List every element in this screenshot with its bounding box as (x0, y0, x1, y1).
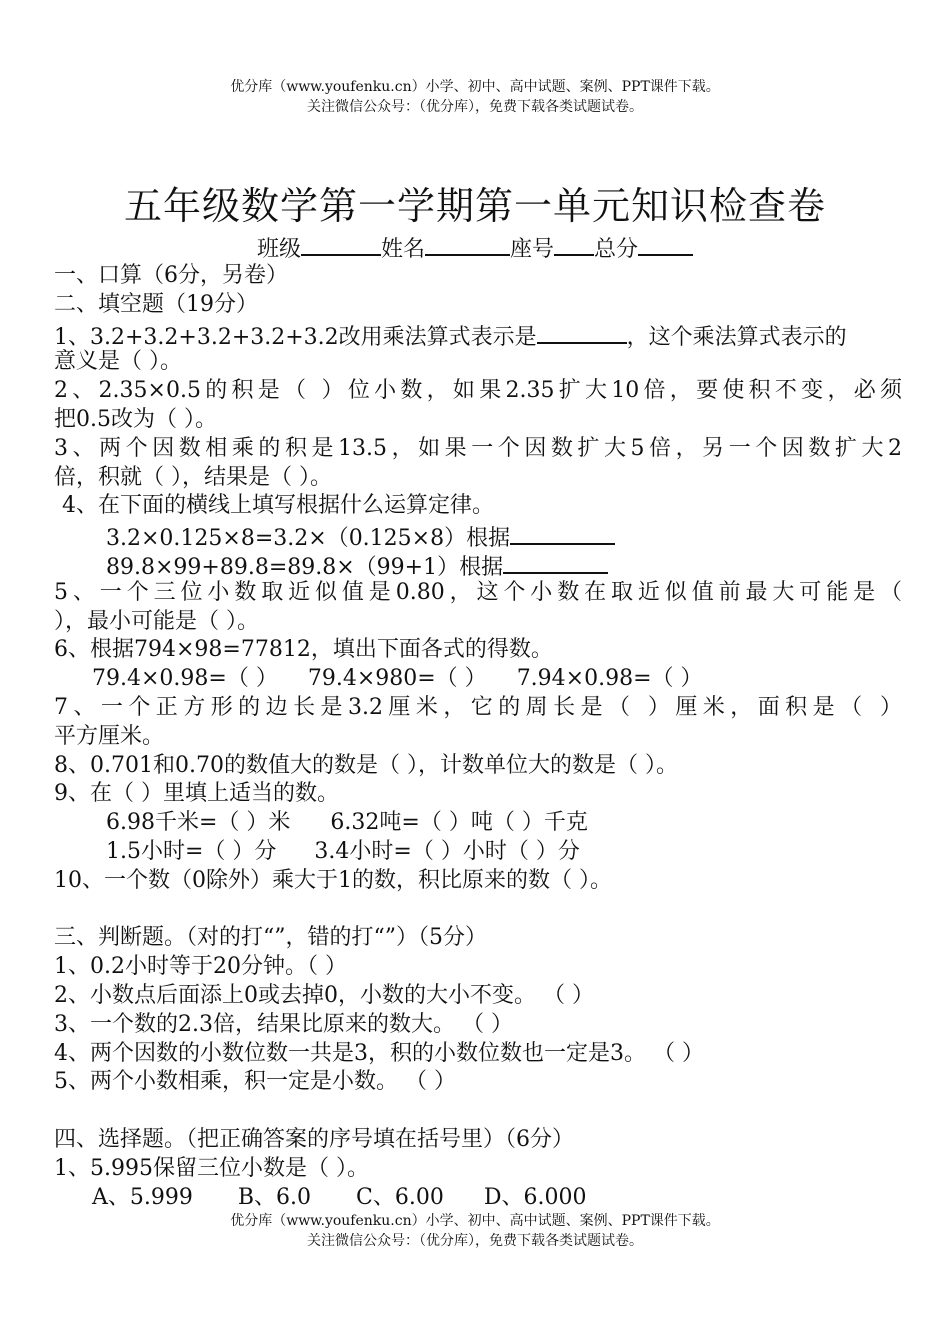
score-blank[interactable] (638, 232, 693, 256)
question-text: 79.4×980=（ ） (307, 666, 487, 692)
question-2-3: 3、两个因数相乘的积是13.5，如果一个因数扩大5倍，另一个因数扩大2 (54, 435, 902, 461)
option-c: C、6.00 (356, 1184, 444, 1210)
question-2-9: 9、在（ ）里填上适当的数。 (54, 781, 339, 807)
option-d: D、6.000 (483, 1184, 587, 1210)
student-info-line (0, 232, 950, 265)
question-text: 79.4×0.98=（ ） (92, 666, 278, 692)
question-2-3-cont: 倍，积就（ ），结果是（ ）。 (54, 464, 332, 490)
question-4-1: 1、5.995保留三位小数是（ ）。 (54, 1155, 369, 1181)
question-2-7-cont: 平方厘米。 (54, 723, 165, 749)
spacer (54, 896, 902, 925)
score-label: 总分 (594, 237, 639, 262)
question-text: ，这个乘法算式表示的 (626, 324, 847, 350)
question-2-9b (54, 838, 902, 867)
worksheet-body (54, 262, 902, 1212)
seat-blank[interactable] (554, 232, 594, 256)
question-2-4b (54, 550, 902, 579)
question-text: 7.94×0.98=（ ） (516, 666, 703, 692)
section-1-heading: 一、口算（6分，另卷） (54, 263, 288, 288)
question-2-5: 5、一个三位小数取近似值是0.80，这个小数在取近似值前最大可能是（ (54, 579, 902, 605)
question-2-6-items (54, 665, 902, 694)
question-3-4: 4、两个因数的小数位数一共是3，积的小数位数也一定是3。 （ ） (54, 1040, 704, 1066)
class-label: 班级 (256, 237, 301, 262)
question-text: 1.5小时=（ ）分 (106, 838, 277, 864)
question-2-7: 7、一个正方形的边长是3.2厘米，它的周长是（ ）厘米，面积是（ ） (54, 694, 902, 720)
question-2-1-cont: 意义是（ ）。 (54, 349, 182, 375)
option-a: A、5.999 (92, 1184, 193, 1210)
question-2-4: 4、在下面的横线上填写根据什么运算定律。 (62, 493, 494, 519)
question-text: 3.4小时=（ ）小时（ ）分 (314, 838, 580, 864)
answer-blank[interactable] (510, 521, 615, 545)
question-2-9a (54, 809, 902, 838)
question-3-3: 3、一个数的2.3倍，结果比原来的数大。 （ ） (54, 1011, 513, 1037)
question-4-1-options (54, 1184, 902, 1213)
class-blank[interactable] (301, 232, 381, 256)
spacer (54, 1097, 902, 1126)
answer-blank[interactable] (503, 550, 608, 574)
section-4-heading: 四、选择题。（把正确答案的序号填在括号里）（6分） (54, 1126, 574, 1152)
name-label: 姓名 (380, 237, 425, 262)
page-header (0, 77, 950, 117)
footer-line-2: 关注微信公众号：（优分库），免费下载各类试题试卷。 (307, 1233, 643, 1249)
question-3-1: 1、0.2小时等于20分钟。（ ） (54, 954, 347, 980)
question-2-5-cont: ），最小可能是（ ）。 (54, 608, 259, 634)
option-b: B、6.0 (237, 1184, 312, 1210)
question-text: 6.32吨=（ ）吨（ ）千克 (330, 810, 588, 836)
section-2-heading: 二、填空题（19分） (54, 291, 258, 317)
name-blank[interactable] (425, 232, 510, 256)
question-text: 6.98千米=（ ）米 (106, 810, 291, 836)
page-title: 五年级数学第一学期第一单元知识检查卷 (123, 184, 826, 228)
question-3-2: 2、小数点后面添上0或去掉0，小数的大小不变。 （ ） (54, 982, 594, 1008)
footer-line-1: 优分库（www.youfenku.cn）小学、初中、高中试题、案例、PPT课件下载。 (230, 1213, 720, 1229)
question-2-8: 8、0.701和0.70的数值大的数是（ ），计数单位大的数是（ ）。 (54, 752, 678, 778)
question-2-10: 10、一个数（0除外）乘大于1的数，积比原来的数（ ）。 (54, 867, 612, 893)
question-text: 89.8×99+89.8=89.8×（99+1）根据 (106, 554, 504, 580)
seat-label: 座号 (510, 237, 555, 262)
header-line-1: 优分库（www.youfenku.cn）小学、初中、高中试题、案例、PPT课件下载。 (230, 79, 720, 95)
question-2-2: 2、2.35×0.5的积是（ ）位小数，如果2.35扩大10倍，要使积不变，必须 (54, 378, 902, 404)
question-2-6: 6、根据794×98=77812，填出下面各式的得数。 (54, 637, 553, 663)
question-text: 3.2×0.125×8=3.2×（0.125×8）根据 (106, 526, 511, 552)
question-text: 1、3.2+3.2+3.2+3.2+3.2改用乘法算式表示是 (54, 324, 537, 350)
section-3-heading: 三、判断题。（对的打“”，错的打“”）（5分） (54, 925, 487, 951)
header-line-2: 关注微信公众号：（优分库），免费下载各类试题试卷。 (307, 99, 643, 115)
question-3-5: 5、两个小数相乘，积一定是小数。 （ ） (54, 1069, 456, 1095)
question-2-2-cont: 把0.5改为（ ）。 (54, 406, 217, 432)
page-footer (0, 1211, 950, 1251)
question-2-4a (54, 521, 902, 550)
answer-blank[interactable] (537, 320, 627, 344)
question-2-1 (54, 320, 902, 349)
